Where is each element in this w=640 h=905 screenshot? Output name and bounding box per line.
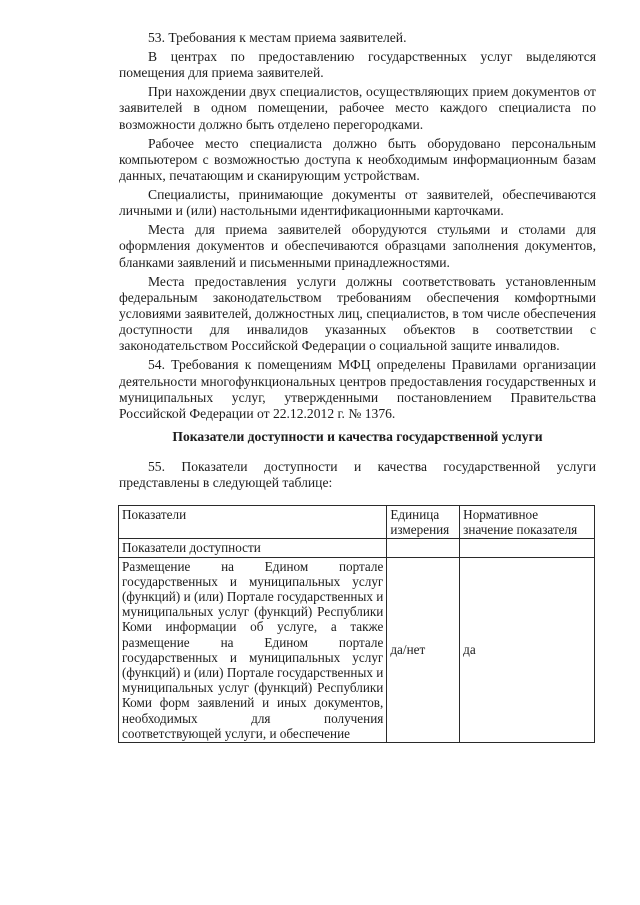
- paragraph-54: 54. Требования к помещениям МФЦ определены Правилами организации деятельности многофункциональных центров предоставления государственных и муниципальных услуг, утвержденными постановлением Правительства Российской Федерации от 22.12.2012 г. № 1376.: [119, 357, 596, 422]
- section-label: Показатели доступности: [119, 539, 387, 557]
- table-section-row: [119, 539, 595, 557]
- indicator-unit: да/нет: [387, 557, 460, 742]
- header-unit: Единица измерения: [387, 506, 460, 539]
- empty-cell: [460, 539, 595, 557]
- indicators-table: [118, 505, 595, 743]
- paragraph: Места предоставления услуги должны соответствовать установленным федеральным законодательством требованиям обеспечения комфортными условиями заявителей, должностных лиц, специалистов, в том числе обеспечения доступности для инвалидов указанных объектов в соответствии с законодательством Российской Федерации о социальной защите инвалидов.: [119, 273, 596, 354]
- section-heading: Показатели доступности и качества государственной услуги: [172, 429, 543, 444]
- table-row: [119, 557, 595, 742]
- paragraph: Места для приема заявителей оборудуются стульями и столами для оформления документов и обеспечиваются образцами заполнения документов, бланками заявлений и письменными принадлежностями.: [119, 222, 596, 270]
- empty-cell: [387, 539, 460, 557]
- paragraph: Рабочее место специалиста должно быть оборудовано персональным компьютером с возможностью доступа к необходимым информационным базам данных, печатающим и сканирующим устройствам.: [119, 135, 596, 184]
- header-indicators: Показатели: [119, 506, 387, 539]
- paragraph: Специалисты, принимающие документы от заявителей, обеспечиваются личными и (или) настольными идентификационными карточками.: [119, 187, 596, 219]
- paragraph: В центрах по предоставлению государственных услуг выделяются помещения для приема заявителей.: [119, 49, 596, 81]
- indicator-text: Размещение на Едином портале государственных и муниципальных услуг (функций) и (или) Портале государственных и муниципальных услуг (функций) Республики Коми информации об услуге, а также размещение на Едином портале государственных и муниципальных услуг (функций) и (или) Портале государственных и муниципальных услуг (функций) Республики Коми форм заявлений и иных документов, необходимых для получения соответствующей услуги, и обеспечение: [119, 557, 387, 742]
- indicator-value: да: [460, 557, 595, 742]
- paragraph: При нахождении двух специалистов, осуществляющих прием документов от заявителей в одном помещении, рабочее место каждого специалиста по возможности должно быть отделено перегородками.: [119, 84, 596, 132]
- paragraph-53-title: 53. Требования к местам приема заявителей.: [148, 30, 407, 45]
- header-normative-value: Нормативное значение показателя: [460, 506, 595, 539]
- table-header-row: [119, 506, 595, 539]
- paragraph-55: 55. Показатели доступности и качества государственной услуги представлены в следующей таблице:: [119, 459, 596, 491]
- document-body: [119, 30, 596, 425]
